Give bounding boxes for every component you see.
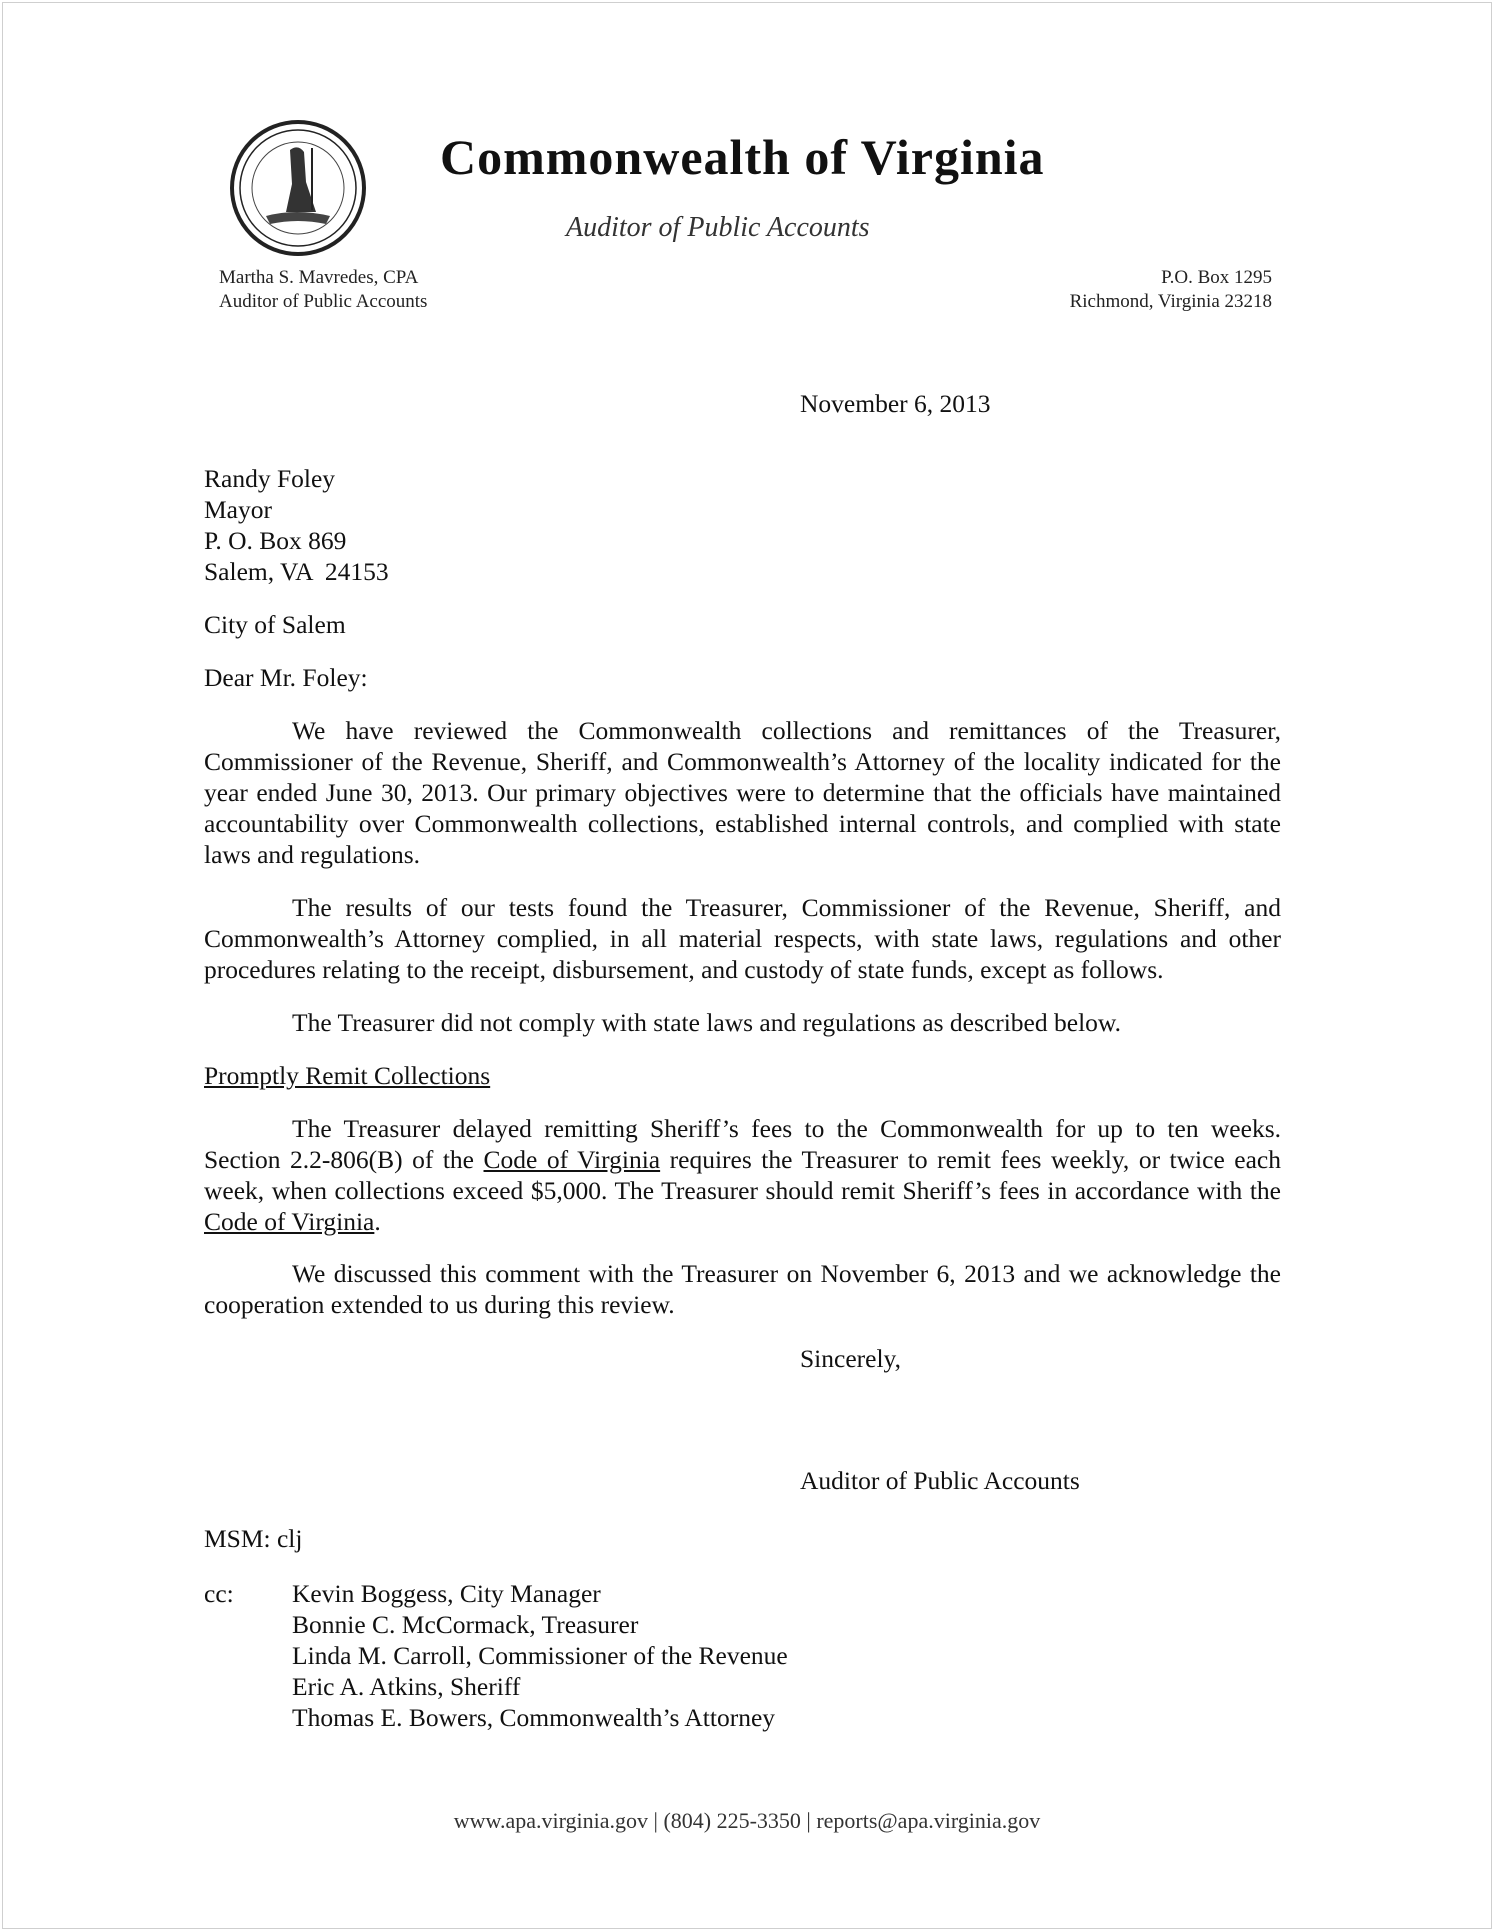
cc-item: Bonnie C. McCormack, Treasurer <box>292 1610 639 1639</box>
signature: Auditor of Public Accounts <box>800 1466 1080 1495</box>
recipient-title: Mayor <box>204 495 272 524</box>
salutation: Dear Mr. Foley: <box>204 663 368 692</box>
cc-item: Eric A. Atkins, Sheriff <box>292 1672 521 1701</box>
city-state-zip: Richmond, Virginia 23218 <box>1069 291 1272 312</box>
finding-heading: Promptly Remit Collections <box>204 1061 491 1090</box>
letterhead-auditor <box>219 266 427 314</box>
letterhead-title: Commonwealth of Virginia <box>440 129 1045 185</box>
auditor-title: Auditor of Public Accounts <box>219 291 428 312</box>
cc-item: Kevin Boggess, City Manager <box>292 1579 601 1608</box>
paragraph-finding <box>204 1113 1281 1237</box>
finding-text-2: requires the Treasurer to remit fees weekly, or twice each week, when collections exceed $5,000. The Treasurer should remit Sheriff’s fees in accordance with the <box>204 1145 1281 1205</box>
cc-item: Linda M. Carroll, Commissioner of the Revenue <box>292 1641 788 1670</box>
code-of-virginia-reference: Code of Virginia <box>204 1207 375 1236</box>
finding-text-1: The Treasurer delayed remitting Sheriff’s fees to the Commonwealth for up to ten weeks. Section 2.2-806(B) of the <box>204 1114 1281 1174</box>
finding-text-3: . <box>374 1207 381 1236</box>
recipient-name: Randy Foley <box>204 464 336 493</box>
footer-contact: www.apa.virginia.gov | (804) 225-3350 | reports@apa.virginia.gov <box>453 1808 1041 1833</box>
recipient-address <box>204 463 389 587</box>
cc-list <box>292 1578 788 1733</box>
locality: City of Salem <box>204 610 346 639</box>
paragraph-discussion: We discussed this comment with the Treasurer on November 6, 2013 and we acknowledge the cooperation extended to us during this review. <box>204 1259 1281 1319</box>
cc-item: Thomas E. Bowers, Commonwealth’s Attorney <box>292 1703 776 1732</box>
po-box: P.O. Box 1295 <box>1161 267 1272 288</box>
letter-date: November 6, 2013 <box>800 389 991 418</box>
closing: Sincerely, <box>800 1344 902 1373</box>
initials: MSM: clj <box>204 1524 303 1553</box>
paragraph-scope: We have reviewed the Commonwealth collections and remittances of the Treasurer, Commissioner of the Revenue, Sheriff, and Commonwealth’s Attorney of the locality indicated for the year ended June 30, 2013. Our primary objectives were to determine that the officials have maintained accountability over Commonwealth collections, established internal controls, and complied with state laws and regulations. <box>204 716 1281 869</box>
footer-website: www.apa.virginia.gov <box>453 1808 649 1833</box>
recipient-po-box: P. O. Box 869 <box>204 526 347 555</box>
letterhead-address <box>1070 266 1272 314</box>
code-of-virginia-reference: Code of Virginia <box>483 1145 661 1174</box>
footer-email: reports@apa.virginia.gov <box>816 1808 1041 1833</box>
auditor-name: Martha S. Mavredes, CPA <box>219 267 419 288</box>
cc-label: cc: <box>204 1579 234 1608</box>
footer-phone: (804) 225-3350 <box>663 1808 801 1833</box>
recipient-city: Salem, VA 24153 <box>204 557 389 586</box>
paragraph-noncompliance: The Treasurer did not comply with state laws and regulations as described below. <box>292 1008 1122 1037</box>
letterhead-subtitle: Auditor of Public Accounts <box>566 212 870 243</box>
virginia-seal-logo <box>228 120 368 256</box>
paragraph-results: The results of our tests found the Treasurer, Commissioner of the Revenue, Sheriff, and Commonwealth’s Attorney complied, in all material respects, with state laws, regulations and other procedures relating to the receipt, disbursement, and custody of state funds, except as follows. <box>204 893 1281 984</box>
